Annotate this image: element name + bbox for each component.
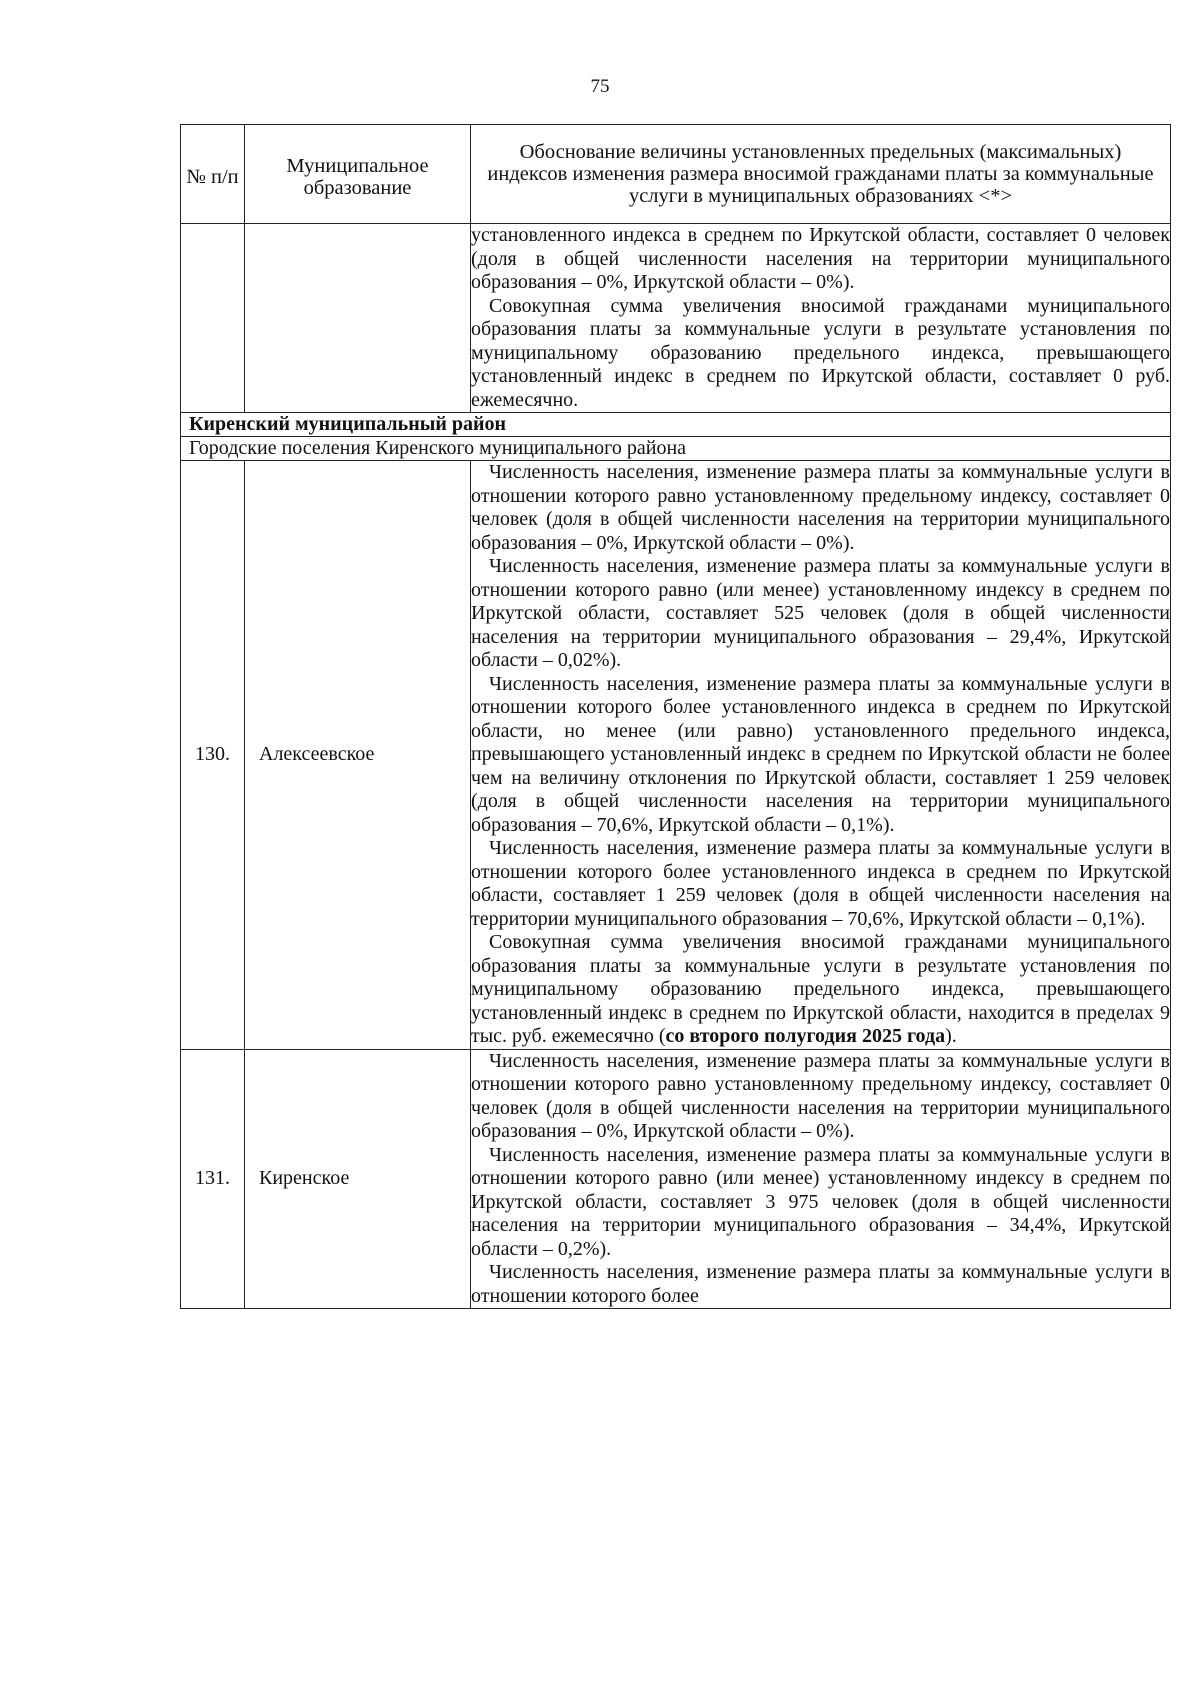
justification-paragraph: Численность населения, изменение размера платы за коммунальные услуги в отношении которого более установленного индекса в среднем по Иркутской области, составляет 1 259 человек (доля в общей численности населения на территории муниципального образования – 70,6%, Иркутской области – 0,1%). — [471, 837, 1170, 930]
justification-paragraph: Численность населения, изменение размера платы за коммунальные услуги в отношении которого равно (или менее) установленному индексу в среднем по Иркутской области, составляет 525 человек (доля в общей численности населения на территории муниципального образования – 29,4%, Иркутской области – 0,02%). — [471, 555, 1170, 671]
continuation-text-cell — [471, 224, 1171, 413]
indices-table — [180, 124, 1171, 1309]
justification-paragraph: Численность населения, изменение размера платы за коммунальные услуги в отношении которого более — [471, 1261, 1170, 1307]
justification-paragraph: Численность населения, изменение размера платы за коммунальные услуги в отношении которого равно установленному предельному индексу, составляет 0 человек (доля в общей численности населения на территории муниципального образования – 0%, Иркутской области – 0%). — [471, 461, 1170, 554]
row-number: 130. — [181, 461, 245, 1050]
subgroup-title: Городские поселения Киренского муниципального района — [181, 437, 1171, 461]
row-justification — [471, 1049, 1171, 1309]
continuation-paragraph: Совокупная сумма увеличения вносимой гражданами муниципального образования платы за коммунальные услуги в результате установления по муниципальному образованию предельного индекса, превышающего установленный индекс в среднем по Иркутской области, составляет 0 руб. ежемесячно. — [471, 294, 1170, 411]
row-number: 131. — [181, 1049, 245, 1309]
row-justification — [471, 461, 1171, 1050]
table-row — [181, 1049, 1171, 1309]
justification-paragraph: Численность населения, изменение размера платы за коммунальные услуги в отношении которого равно установленному предельному индексу, составляет 0 человек (доля в общей численности населения на территории муниципального образования – 0%, Иркутской области – 0%). — [471, 1049, 1170, 1142]
row-municipality-name: Киренское — [245, 1049, 471, 1309]
table-row — [181, 461, 1171, 1050]
justification-total-paragraph: Совокупная сумма увеличения вносимой гражданами муниципального образования платы за коммунальные услуги в результате установления по муниципальному образованию предельного индекса, превышающего установленный индекс в среднем по Иркутской области, находится в пределах 9 тыс. руб. ежемесячно (со второго полугодия 2025 года). — [471, 931, 1170, 1047]
header-number: № п/п — [181, 125, 245, 224]
table-header-row — [181, 125, 1171, 224]
continuation-row — [181, 224, 1171, 413]
effective-period-note: со второго полугодия 2025 года — [665, 1025, 946, 1047]
header-municipality: Муниципальное образование — [245, 125, 471, 224]
continuation-number-cell — [181, 224, 245, 413]
district-title: Киренский муниципальный район — [181, 413, 1171, 437]
row-municipality-name: Алексеевское — [245, 461, 471, 1050]
header-justification: Обоснование величины установленных предельных (максимальных) индексов изменения размера вносимой гражданами платы за коммунальные услуги в муниципальных образованиях <*> — [471, 125, 1171, 224]
district-row — [181, 413, 1171, 437]
continuation-name-cell — [245, 224, 471, 413]
justification-paragraph: Численность населения, изменение размера платы за коммунальные услуги в отношении которого более установленного индекса в среднем по Иркутской области, но менее (или равно) установленного предельного индекса, превышающего установленный индекс в среднем по Иркутской области не более чем на величину отклонения по Иркутской области, составляет 1 259 человек (доля в общей численности населения на территории муниципального образования – 70,6%, Иркутской области – 0,1%). — [471, 672, 1170, 836]
justification-paragraph: Численность населения, изменение размера платы за коммунальные услуги в отношении которого равно (или менее) установленному индексу в среднем по Иркутской области, составляет 3 975 человек (доля в общей численности населения на территории муниципального образования – 34,4%, Иркутской области – 0,2%). — [471, 1143, 1170, 1260]
page-number: 75 — [590, 76, 610, 97]
subgroup-row — [181, 437, 1171, 461]
continuation-paragraph: установленного индекса в среднем по Иркутской области, составляет 0 человек (доля в общей численности населения на территории муниципального образования – 0%, Иркутской области – 0%). — [471, 224, 1170, 293]
